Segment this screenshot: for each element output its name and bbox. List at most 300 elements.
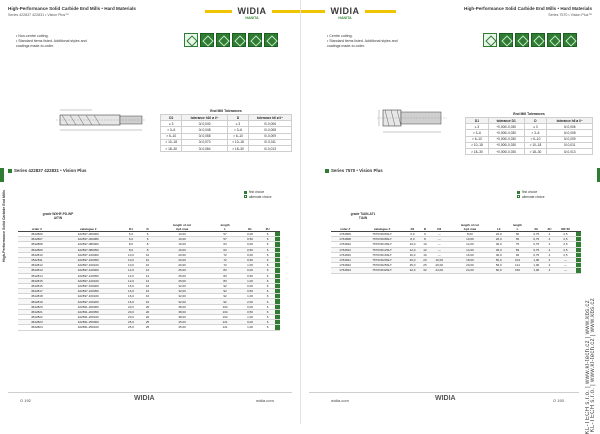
table-cell: 4 <box>544 257 555 262</box>
table-cell: 32,00 <box>154 289 210 294</box>
table-cell: 8 <box>141 247 154 252</box>
table-cell: 6 <box>260 232 275 237</box>
col-header: length of cut Ap1 max <box>449 222 491 232</box>
table-cell: 0,50 <box>240 289 260 294</box>
left-end-mill-drawing <box>52 86 162 136</box>
col-header: length L <box>506 222 528 232</box>
material-s-icon <box>248 33 262 47</box>
table-cell: 24,00 <box>430 268 449 273</box>
left-page-subtitle: Series 422837 422831 • Vision Plus™ <box>8 13 69 17</box>
left-footer-url[interactable]: widia.com <box>256 398 274 403</box>
table-cell: 10,0 <box>121 252 141 257</box>
table-cell: 63 <box>210 247 240 252</box>
table-cell: 10,00 <box>449 237 491 242</box>
table-cell: 1764824 <box>331 268 359 273</box>
right-url-strip: KL-TECH s.r.o. | www.kl-tech.cz | www.kbs.cz <box>590 298 596 433</box>
table-cell: 83 <box>210 268 240 273</box>
table-cell: 0,75 <box>529 232 544 237</box>
table-cell: — <box>430 237 449 242</box>
table-cell: 150 <box>506 268 528 273</box>
table-cell: 422837-120050 <box>56 273 121 278</box>
table-cell: 12,0 <box>405 247 420 252</box>
table-cell: 0,75 <box>529 242 544 247</box>
table-cell: 10,0 <box>121 257 141 262</box>
right-page <box>300 0 600 433</box>
table-cell: 6 <box>260 242 275 247</box>
widia-logo-right: WIDIA HANITA <box>325 6 365 24</box>
table-cell: 0,75 <box>529 237 544 242</box>
left-page <box>0 0 300 424</box>
right-product-table <box>331 222 581 274</box>
table-cell: 6 <box>260 289 275 294</box>
table-cell: 0,00 <box>240 268 260 273</box>
left-footer-logo: WIDIA <box>134 395 155 402</box>
table-cell: 1764810 <box>331 242 359 247</box>
table-cell: 2,00 <box>240 299 260 304</box>
left-page-number: O 192 <box>20 398 31 403</box>
table-cell: 16,0 <box>121 289 141 294</box>
table-cell: 104 <box>210 304 240 309</box>
table-cell: 25 <box>420 263 430 268</box>
table-cell: 12,0 <box>121 273 141 278</box>
table-cell: 1764806 <box>331 232 359 237</box>
table-cell: 92 <box>210 289 240 294</box>
table-cell: 422837-060000 <box>56 232 121 237</box>
table-cell: 25,0 <box>121 320 141 325</box>
col-header: L3 <box>491 222 506 232</box>
right-end-mill-drawing <box>359 90 449 150</box>
table-cell: 6 <box>260 304 275 309</box>
table-cell: 422837-160000 <box>56 283 121 288</box>
table-cell: 1764812 <box>331 247 359 252</box>
table-cell: 72 <box>210 263 240 268</box>
table-cell: 16 <box>420 252 430 257</box>
table-cell: 20,0 <box>405 257 420 262</box>
col-header: D <box>141 222 154 232</box>
table-cell: 10 <box>420 242 430 247</box>
table-cell: 7570VD12SLT <box>359 247 405 252</box>
table-cell: 7570VD20SLT <box>359 257 405 262</box>
table-cell: 50,0 <box>491 257 506 262</box>
outer-url-strip: KL-TECH s.r.o. | www.kl-tech.cz | www.kbs.cz <box>585 300 591 434</box>
widia-logo: WIDIA HANITA <box>232 6 272 24</box>
table-cell: 72 <box>210 252 240 257</box>
table-cell: 422831-200100 <box>56 315 121 320</box>
table-cell: 0,00 <box>240 232 260 237</box>
table-cell: 4542809 <box>18 247 56 252</box>
table-cell: 4542813 <box>18 268 56 273</box>
table-cell: 12,0 <box>121 268 141 273</box>
table-cell: 14,00 <box>449 247 491 252</box>
table-cell: 4542815 <box>18 278 56 283</box>
table-cell: 12,00 <box>449 242 491 247</box>
table-cell: 40,0 <box>491 252 506 257</box>
left-side-tab <box>0 168 4 182</box>
col-header-choice <box>275 222 280 232</box>
col-header: order # <box>331 222 359 232</box>
left-page-title: High-Performance Solid Carbide End Mills • Hard Materials <box>8 6 136 11</box>
table-cell: 26,0 <box>491 237 506 242</box>
table-cell: — <box>430 232 449 237</box>
table-cell: 22,0 <box>491 232 506 237</box>
table-cell: 6 <box>260 309 275 314</box>
table-cell: 422837-160100 <box>56 294 121 299</box>
table-cell: 6,0 <box>121 237 141 242</box>
right-page-subtitle: Series 7570 • Vision Plus™ <box>548 13 592 17</box>
table-cell: 6 <box>260 315 275 320</box>
right-footer-url[interactable]: widia.com <box>331 398 349 403</box>
table-cell: 57 <box>210 237 240 242</box>
table-cell: 1,00 <box>529 263 544 268</box>
table-row <box>331 268 581 273</box>
table-cell: 20 <box>141 315 154 320</box>
table-cell: 20,0 <box>121 304 141 309</box>
table-cell: 6,0 <box>121 232 141 237</box>
table-cell: 12 <box>141 268 154 273</box>
table-cell: 16 <box>141 294 154 299</box>
table-cell: 92 <box>210 283 240 288</box>
table-cell: 38,00 <box>154 309 210 314</box>
table-cell: 10,00 <box>154 232 210 237</box>
table-cell: 12,0 <box>121 278 141 283</box>
table-cell: 422837-080050 <box>56 247 121 252</box>
table-cell: 4542819 <box>18 299 56 304</box>
table-cell: 422837-120000 <box>56 268 121 273</box>
table-cell: 422831-250100 <box>56 325 121 330</box>
table-cell: 25 <box>141 320 154 325</box>
left-series-heading: Series 422837 422831 • Vision Plus <box>8 168 87 173</box>
table-cell: 20,00 <box>430 263 449 268</box>
table-cell: 422837-080000 <box>56 242 121 247</box>
col-header: D1 <box>121 222 141 232</box>
table-cell: 25,0 <box>121 325 141 330</box>
col-header: length of cut Ap1 max <box>154 222 210 232</box>
table-cell: 4542824 <box>18 325 56 330</box>
right-footer-rule <box>309 392 579 393</box>
table-cell: 6 <box>420 232 430 237</box>
table-cell: 83 <box>506 247 528 252</box>
table-cell: 4542817 <box>18 289 56 294</box>
table-cell: 422837-160200 <box>56 299 121 304</box>
table-cell: 20,0 <box>121 315 141 320</box>
table-cell: 4542811 <box>18 257 56 262</box>
table-cell: 83 <box>210 278 240 283</box>
table-cell: 422837-160050 <box>56 289 121 294</box>
table-cell: 16,0 <box>121 283 141 288</box>
table-cell: 20,00 <box>449 263 491 268</box>
table-cell: 6 <box>141 232 154 237</box>
left-footer-rule <box>8 392 292 393</box>
table-cell: 4 <box>544 242 555 247</box>
table-cell: — <box>430 247 449 252</box>
table-cell: 92 <box>210 299 240 304</box>
table-cell: 75 <box>506 242 528 247</box>
material-k-icon <box>216 33 230 47</box>
table-cell: 25 <box>141 325 154 330</box>
table-cell: 45,00 <box>154 320 210 325</box>
table-cell: 2,5 <box>555 237 576 242</box>
table-cell: 6 <box>260 320 275 325</box>
table-cell: 18,00 <box>449 257 491 262</box>
table-cell: 4542821 <box>18 309 56 314</box>
table-cell: 92 <box>210 294 240 299</box>
table-cell: 1,00 <box>529 257 544 262</box>
table-cell: 7570VD32SLT <box>359 268 405 273</box>
table-cell: 6 <box>260 325 275 330</box>
table-cell: 422831-200000 <box>56 304 121 309</box>
table-cell: 4542823 <box>18 320 56 325</box>
table-cell: 422837-120100 <box>56 278 121 283</box>
table-cell: 4542812 <box>18 263 56 268</box>
table-cell: — <box>555 268 576 273</box>
table-cell: 92 <box>506 252 528 257</box>
left-grade-label: grade WXHF-PD-WP AITiN <box>42 212 74 220</box>
col-header: length L <box>210 222 240 232</box>
table-cell: 16 <box>141 299 154 304</box>
material-n-icon <box>531 33 545 47</box>
col-header: ZU <box>260 222 275 232</box>
table-cell: 4542808 <box>18 242 56 247</box>
table-cell: 0,50 <box>240 273 260 278</box>
table-cell: 6 <box>260 263 275 268</box>
table-cell: 422831-200050 <box>56 309 121 314</box>
material-p-icon <box>184 33 198 47</box>
table-cell: 8,00 <box>449 232 491 237</box>
table-cell: 0,50 <box>240 237 260 242</box>
table-cell: 25,00 <box>154 273 210 278</box>
table-cell: 12 <box>141 278 154 283</box>
table-cell: 0,00 <box>240 242 260 247</box>
table-cell: 20,00 <box>154 257 210 262</box>
col-header: D1 <box>405 222 420 232</box>
table-cell: 4542822 <box>18 315 56 320</box>
table-cell: 0,75 <box>529 247 544 252</box>
table-cell: 8 <box>141 242 154 247</box>
table-cell: 63 <box>210 242 240 247</box>
col-header: D <box>420 222 430 232</box>
table-cell: 36,0 <box>491 247 506 252</box>
table-cell: 32,00 <box>154 283 210 288</box>
table-cell: 2,5 <box>555 247 576 252</box>
table-cell: 6 <box>260 257 275 262</box>
table-cell: 25,00 <box>154 278 210 283</box>
table-cell: — <box>430 252 449 257</box>
table-cell: 16,0 <box>405 252 420 257</box>
table-cell: 4542807 <box>18 237 56 242</box>
table-cell: 7570VD06SLT <box>359 232 405 237</box>
table-cell: 104 <box>210 309 240 314</box>
table-cell: 16,00 <box>449 252 491 257</box>
table-cell: 25,0 <box>405 263 420 268</box>
first-choice-marker <box>576 268 581 273</box>
table-cell: 0,50 <box>240 257 260 262</box>
table-cell: 30,0 <box>491 242 506 247</box>
col-header: ZU <box>544 222 555 232</box>
table-cell: 0,00 <box>240 252 260 257</box>
table-cell: 4542806 <box>18 232 56 237</box>
table-cell: 25,00 <box>154 268 210 273</box>
left-bullets: • Non-centre cutting. • Standard items listed. Additional styles and coatings made-to-order. <box>16 34 87 48</box>
table-cell: 10,0 <box>405 242 420 247</box>
table-cell: 45,00 <box>154 325 210 330</box>
table-cell: 104 <box>506 257 528 262</box>
table-cell: 20,00 <box>154 263 210 268</box>
table-cell: 1764808 <box>331 237 359 242</box>
table-cell: 72 <box>210 257 240 262</box>
right-bullets: • Centre cutting. • Standard items listed. Additional styles and coatings made-to-order. <box>327 34 398 48</box>
table-cell: 20,00 <box>154 252 210 257</box>
table-cell: 16 <box>141 283 154 288</box>
table-cell: 1,00 <box>240 294 260 299</box>
table-cell: 1,00 <box>240 325 260 330</box>
table-cell: 32,0 <box>405 268 420 273</box>
table-cell: 2,5 <box>555 252 576 257</box>
material-k-icon <box>515 33 529 47</box>
material-s-icon <box>547 33 561 47</box>
table-cell: 4 <box>544 268 555 273</box>
col-header-choice <box>576 222 581 232</box>
table-cell: 0,00 <box>240 320 260 325</box>
table-cell: 4 <box>544 252 555 257</box>
table-cell: 422837-100000 <box>56 252 121 257</box>
col-header: Rε <box>529 222 544 232</box>
table-cell: 422837-100050 <box>56 257 121 262</box>
table-cell: 6 <box>260 278 275 283</box>
table-cell: 38,00 <box>154 304 210 309</box>
table-cell: 10,00 <box>154 237 210 242</box>
right-page-title: High-Performance Solid Carbide End Mills • Hard Materials <box>464 6 592 11</box>
table-cell: 4542818 <box>18 294 56 299</box>
left-side-label: High-Performance Solid Carbide End Mills <box>2 190 6 263</box>
table-cell: 38,00 <box>154 315 210 320</box>
table-cell: 2,5 <box>555 242 576 247</box>
material-h-icon <box>563 33 577 47</box>
table-cell: 1764821 <box>331 257 359 262</box>
table-cell: 422837-100100 <box>56 263 121 268</box>
table-cell: 60,0 <box>491 268 506 273</box>
col-header: catalogue # <box>359 222 405 232</box>
table-cell: 4 <box>544 232 555 237</box>
table-cell: 10 <box>141 263 154 268</box>
table-cell: 7570VD08SLT <box>359 237 405 242</box>
table-cell: 422831-250000 <box>56 320 121 325</box>
col-header: RE°/N <box>555 222 576 232</box>
right-page-number: O 193 <box>553 398 564 403</box>
table-cell: 422837-060080 <box>56 237 121 242</box>
table-cell: 16,0 <box>121 294 141 299</box>
table-cell: — <box>430 242 449 247</box>
right-grade-label: grade TiAlN-AT1 TiAlN <box>350 212 376 220</box>
table-cell: 4542816 <box>18 283 56 288</box>
table-cell: 10 <box>141 252 154 257</box>
table-cell: 6 <box>141 237 154 242</box>
table-cell: 83 <box>210 273 240 278</box>
col-header: D3 <box>430 222 449 232</box>
table-cell: 6 <box>260 283 275 288</box>
table-cell: 121 <box>210 320 240 325</box>
table-cell: 1,00 <box>240 263 260 268</box>
table-cell: 20 <box>141 309 154 314</box>
table-cell: 8,0 <box>405 237 420 242</box>
table-cell: 6 <box>260 237 275 242</box>
table-cell: 4 <box>544 263 555 268</box>
table-cell: 10,0 <box>121 263 141 268</box>
left-product-table <box>18 222 280 331</box>
table-cell: 24,00 <box>449 268 491 273</box>
table-cell: 32 <box>420 268 430 273</box>
table-cell: 1,00 <box>529 268 544 273</box>
table-cell: 0,50 <box>240 309 260 314</box>
table-cell: 7570VD25SLT <box>359 263 405 268</box>
table-cell: 12 <box>141 273 154 278</box>
table-cell: 16,00 <box>154 242 210 247</box>
material-p-icon <box>483 33 497 47</box>
table-cell: 8,0 <box>121 242 141 247</box>
table-cell: 0,75 <box>529 252 544 257</box>
table-cell: 10 <box>141 257 154 262</box>
col-header: Rε <box>240 222 260 232</box>
table-cell: 0,00 <box>240 283 260 288</box>
right-footer-logo: WIDIA <box>435 395 456 402</box>
table-cell: 0,00 <box>240 304 260 309</box>
table-cell: 121 <box>210 325 240 330</box>
col-header: catalogue # <box>56 222 121 232</box>
left-legend: first choice alternate choice <box>244 190 272 199</box>
col-header: order # <box>18 222 56 232</box>
table-cell: 20 <box>420 257 430 262</box>
table-cell: 60 <box>506 232 528 237</box>
table-cell: 57 <box>210 232 240 237</box>
table-cell: 0,50 <box>240 247 260 252</box>
table-cell: 6 <box>260 247 275 252</box>
table-cell: 4542810 <box>18 252 56 257</box>
material-m-icon <box>200 33 214 47</box>
table-cell: 4 <box>544 237 555 242</box>
right-series-heading: Series 7570 • Vision Plus <box>325 168 383 173</box>
material-n-icon <box>232 33 246 47</box>
table-cell: 6,0 <box>405 232 420 237</box>
table-cell: 1764822 <box>331 263 359 268</box>
table-cell: 6 <box>260 268 275 273</box>
table-cell: 56,0 <box>491 263 506 268</box>
table-cell: 4 <box>544 247 555 252</box>
table-cell: 8 <box>420 237 430 242</box>
table-cell: 20 <box>141 304 154 309</box>
table-cell: 1,00 <box>240 315 260 320</box>
table-cell: 6 <box>260 273 275 278</box>
table-cell: 16,00 <box>430 257 449 262</box>
table-cell: 16,0 <box>121 299 141 304</box>
table-cell: 16,00 <box>154 247 210 252</box>
table-cell: 1764816 <box>331 252 359 257</box>
table-cell: — <box>555 257 576 262</box>
material-m-icon <box>499 33 513 47</box>
table-cell: 2,5 <box>555 232 576 237</box>
table-cell: — <box>555 263 576 268</box>
first-choice-marker <box>275 325 280 330</box>
table-cell: 16 <box>141 289 154 294</box>
table-cell: 4542814 <box>18 273 56 278</box>
table-cell: 6 <box>260 294 275 299</box>
table-cell: 1,00 <box>240 278 260 283</box>
table-row <box>18 325 280 330</box>
table-cell: 7570VD16SLT <box>359 252 405 257</box>
table-cell: 32,00 <box>154 294 210 299</box>
table-cell: 12 <box>420 247 430 252</box>
table-cell: 65 <box>506 237 528 242</box>
table-cell: 104 <box>210 315 240 320</box>
left-tolerance-table: End Mill Tolerances D1 tolerance h10 ø l/~ D tolerance h6 ø l/~ ≤ 3 0/-0,040 ≤ 3 0/-0,006 > 3–6 0/-0,048 > 3–6 0/-0,008 > 6–10 0/-0,058 > 6–10 0/-0,009 > 10–18 0/-0,070 > 10–18 0/-0,011 > 18–30 0/-0,084 > 18–30 0/-0,013 <box>160 109 292 152</box>
